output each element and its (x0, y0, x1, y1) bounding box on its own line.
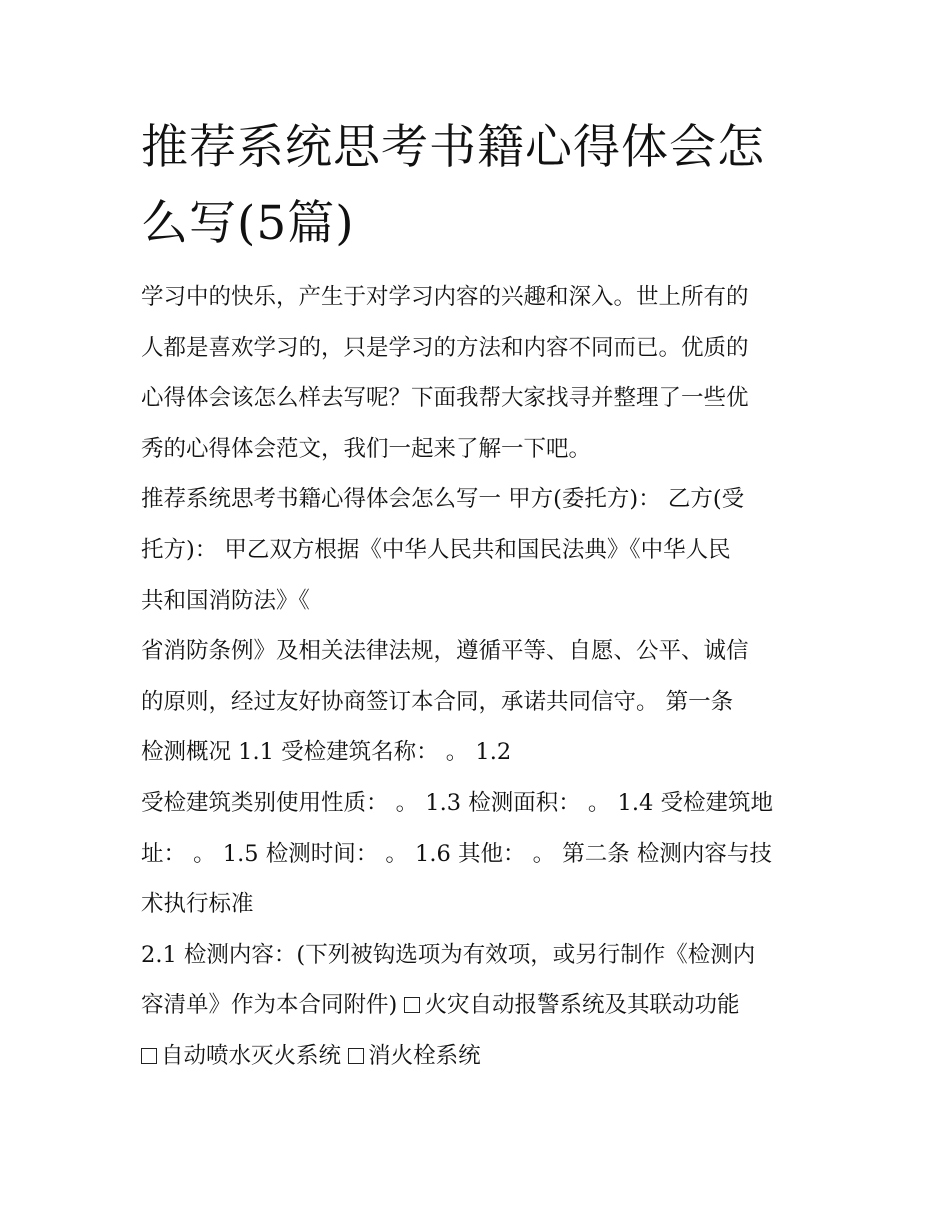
checkbox-icon (141, 1048, 157, 1064)
body-line: 检测概况 1.1 受检建筑名称： 。 1.2 (141, 739, 512, 766)
body-line: 2.1 检测内容：(下列被钩选项为有效项，或另行制作《检测内 (141, 941, 756, 968)
body-line: 受检建筑类别使用性质： 。 1.3 检测面积： 。 1.4 受检建筑地 (141, 789, 773, 816)
body-line: 术执行标准 (141, 891, 254, 918)
body-line: 的原则，经过友好协商签订本合同，承诺共同信守。 第一条 (141, 688, 734, 715)
checkbox-icon (348, 1048, 364, 1064)
document-title (141, 110, 821, 262)
body-line: 人都是喜欢学习的，只是学习的方法和内容不同而已。优质的 (141, 334, 749, 361)
body-line: 推荐系统思考书籍心得体会怎么写一 甲方(委托方)： 乙方(受 (141, 486, 745, 513)
title-line-2: 么写(5篇) (141, 196, 355, 251)
body-line: 省消防条例》及相关法律法规，遵循平等、自愿、公平、诚信 (141, 638, 749, 665)
body-line: 秀的心得体会范文，我们一起来了解一下吧。 (141, 435, 592, 462)
document-body (141, 272, 821, 1082)
checkbox-line (141, 1031, 821, 1082)
title-line-1: 推荐系统思考书籍心得体会怎 (141, 120, 765, 175)
checkbox-label: 火灾自动报警系统及其联动功能 (424, 992, 740, 1019)
body-line-text: 容清单》作为本合同附件) (141, 992, 398, 1019)
body-line: 心得体会该怎么样去写呢？下面我帮大家找寻并整理了一些优 (141, 385, 749, 412)
body-line: 托方)： 甲乙双方根据《中华人民共和国民法典》《中华人民 (141, 536, 731, 563)
document-page (141, 110, 821, 1082)
checkbox-icon (404, 997, 420, 1013)
checkbox-label: 消火栓系统 (368, 1042, 481, 1069)
body-line: 共和国消防法》《 (141, 587, 310, 614)
body-line-with-checkbox (141, 980, 821, 1031)
checkbox-label: 自动喷水灭火系统 (161, 1042, 342, 1069)
body-line: 学习中的快乐，产生于对学习内容的兴趣和深入。世上所有的 (141, 284, 749, 310)
body-line: 址： 。 1.5 检测时间： 。 1.6 其他： 。 第二条 检测内容与技 (141, 840, 772, 867)
